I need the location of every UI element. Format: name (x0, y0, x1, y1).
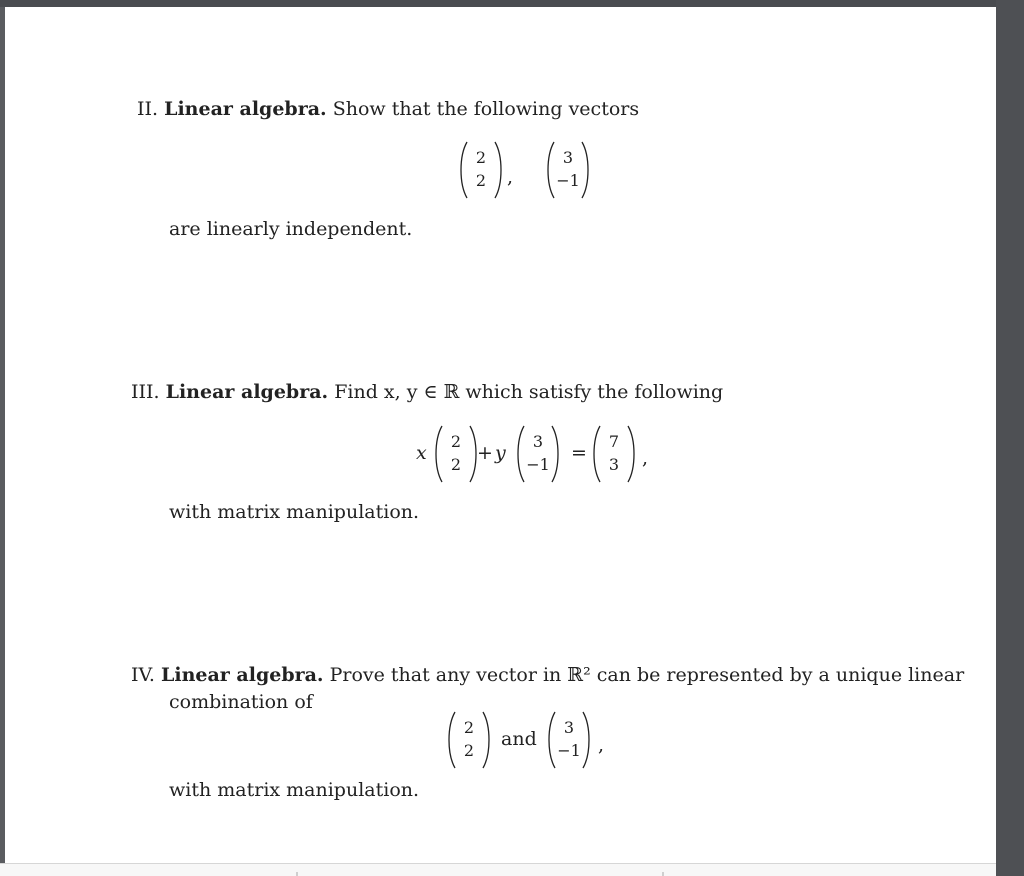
page-gap (0, 864, 996, 876)
problem-heading (131, 663, 964, 687)
problem-heading (137, 97, 639, 121)
vector-entry: −1 (526, 455, 550, 474)
vector-entry: 3 (562, 148, 574, 167)
problem-title: Linear algebra. (161, 664, 324, 686)
vector-entry: 3 (563, 718, 575, 737)
ruler-tick (662, 872, 664, 876)
and-word: and (501, 728, 537, 750)
vector (431, 424, 481, 484)
variable-x: x (416, 442, 427, 464)
problem-prompt: Find x, y ∈ ℝ which satisfy the following (334, 381, 724, 403)
problem-closing: with matrix manipulation. (169, 779, 420, 801)
vector (543, 140, 593, 200)
problem-heading (131, 380, 723, 404)
vector-entry: −1 (556, 171, 580, 190)
ruler-tick (296, 872, 298, 876)
comma: , (507, 166, 514, 188)
problem-number: IV. (131, 664, 155, 686)
viewer-scrollbar[interactable] (996, 0, 1024, 876)
vector (589, 424, 639, 484)
vector (544, 710, 594, 770)
vector (513, 424, 563, 484)
vector (456, 140, 506, 200)
vector-entry: 2 (475, 148, 487, 167)
vector-entry: 7 (608, 432, 620, 451)
vector-entry: 3 (532, 432, 544, 451)
problem-number: II. (137, 98, 159, 120)
comma: , (642, 447, 649, 469)
vector-entry: 3 (608, 455, 620, 474)
vector-entry: 2 (463, 718, 475, 737)
problem-prompt-line1: Prove that any vector in ℝ² can be represented by a unique linear (329, 664, 965, 686)
viewer-top-bar (0, 0, 1024, 7)
vector (444, 710, 494, 770)
vector-entry: 2 (450, 432, 462, 451)
problem-title: Linear algebra. (164, 98, 327, 120)
vector-entry: −1 (557, 741, 581, 760)
comma: , (598, 734, 605, 756)
problem-prompt-line2: combination of (169, 691, 313, 713)
vector-entry: 2 (450, 455, 462, 474)
vector-entry: 2 (475, 171, 487, 190)
problem-closing: are linearly independent. (169, 218, 413, 240)
problem-title: Linear algebra. (165, 381, 329, 403)
problem-number: III. (131, 381, 160, 403)
equals-sign: = (571, 442, 587, 464)
problem-closing: with matrix manipulation. (169, 501, 420, 523)
vector-entry: 2 (463, 741, 475, 760)
plus-sign: + (477, 442, 493, 464)
variable-y: y (495, 442, 506, 464)
problem-prompt: Show that the following vectors (332, 98, 640, 120)
